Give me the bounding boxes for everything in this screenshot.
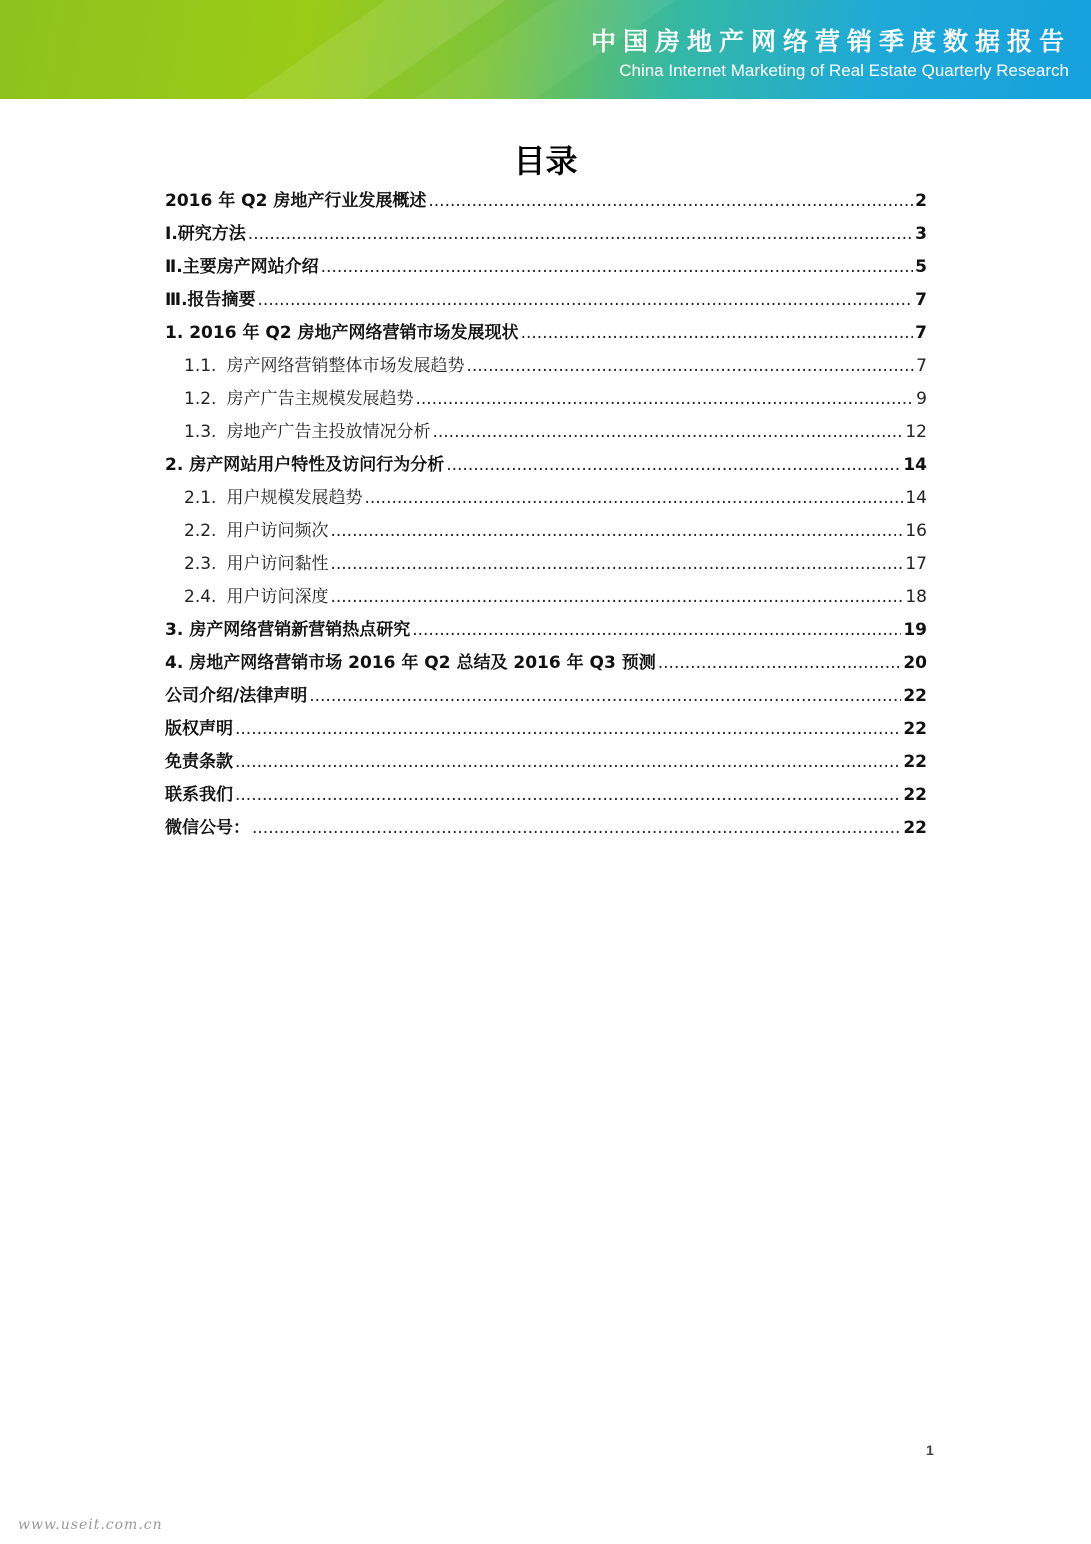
toc-leader-dots [321, 252, 914, 283]
toc-entry[interactable] [165, 714, 927, 747]
toc-entry-page: 22 [903, 752, 927, 772]
toc-entry[interactable] [165, 384, 927, 417]
toc-entry-title: Ⅲ.报告摘要 [165, 290, 256, 310]
table-of-contents [165, 186, 927, 846]
toc-entry-title: Ⅱ.主要房产网站介绍 [165, 257, 319, 277]
toc-entry-title: 用户访问频次 [226, 521, 329, 541]
toc-entry-page: 7 [916, 356, 927, 376]
toc-leader-dots [428, 186, 913, 217]
toc-entry[interactable] [165, 417, 927, 450]
toc-entry-page: 7 [915, 290, 927, 310]
toc-leader-dots [309, 681, 901, 712]
toc-entry[interactable] [165, 615, 927, 648]
toc-entry-title: 房产广告主规模发展趋势 [226, 389, 414, 409]
toc-entry[interactable] [165, 747, 927, 780]
toc-entry[interactable] [165, 483, 927, 516]
banner-title: 中国房地产网络营销季度数据报告 [590, 27, 1071, 56]
banner-subtitle: China Internet Marketing of Real Estate Quarterly Research [619, 61, 1069, 80]
toc-leader-dots [466, 351, 914, 382]
toc-leader-dots [412, 615, 901, 646]
toc-entry-title: 房产网络营销整体市场发展趋势 [226, 356, 465, 376]
toc-entry[interactable] [165, 219, 927, 252]
toc-entry-page: 19 [903, 620, 927, 640]
toc-entry-page: 22 [903, 719, 927, 739]
toc-entry[interactable] [165, 252, 927, 285]
toc-entry-page: 12 [905, 422, 927, 442]
toc-leader-dots [432, 417, 903, 448]
toc-entry-title: 版权声明 [165, 719, 233, 739]
toc-heading: 目录 [513, 142, 578, 180]
toc-entry-page: 5 [915, 257, 927, 277]
toc-entry-title: 联系我们 [165, 785, 233, 805]
toc-entry-number: 2.3. [184, 554, 217, 574]
toc-leader-dots [415, 384, 914, 415]
toc-entry-page: 22 [903, 686, 927, 706]
toc-entry-title: 1. 2016 年 Q2 房地产网络营销市场发展现状 [165, 323, 519, 343]
toc-entry-title: 4. 房地产网络营销市场 2016 年 Q2 总结及 2016 年 Q3 预测 [165, 653, 656, 673]
toc-entry[interactable] [165, 318, 927, 351]
toc-entry-page: 9 [916, 389, 927, 409]
toc-entry[interactable] [165, 780, 927, 813]
toc-entry-title: 公司介绍/法律声明 [165, 686, 308, 706]
toc-entry-number: 1.1. [184, 356, 217, 376]
toc-leader-dots [258, 285, 914, 316]
toc-entry-page: 3 [915, 224, 927, 244]
toc-leader-dots [364, 483, 903, 514]
toc-entry-page: 18 [905, 587, 927, 607]
toc-entry-number: 1.2. [184, 389, 217, 409]
toc-entry-title: 3. 房产网络营销新营销热点研究 [165, 620, 411, 640]
toc-entry-page: 16 [905, 521, 927, 541]
toc-leader-dots [235, 780, 901, 811]
toc-entry[interactable] [165, 681, 927, 714]
toc-entry[interactable] [165, 351, 927, 384]
toc-leader-dots [252, 813, 901, 844]
toc-entry[interactable] [165, 450, 927, 483]
toc-entry-page: 22 [903, 818, 927, 838]
toc-entry-page: 14 [903, 455, 927, 475]
toc-entry-number: 2.4. [184, 587, 217, 607]
toc-entry-title: 用户访问黏性 [226, 554, 329, 574]
toc-entry-page: 17 [905, 554, 927, 574]
toc-leader-dots [235, 747, 901, 778]
toc-entry-page: 22 [903, 785, 927, 805]
toc-entry-page: 7 [915, 323, 927, 343]
toc-leader-dots [330, 516, 903, 547]
toc-leader-dots [248, 219, 913, 250]
toc-entry[interactable] [165, 648, 927, 681]
toc-entry-page: 20 [903, 653, 927, 673]
toc-entry[interactable] [165, 549, 927, 582]
toc-entry-title: Ⅰ.研究方法 [165, 224, 246, 244]
toc-entry-title: 用户规模发展趋势 [226, 488, 363, 508]
toc-entry[interactable] [165, 582, 927, 615]
toc-leader-dots [330, 582, 903, 613]
toc-leader-dots [521, 318, 914, 349]
toc-entry-title: 微信公号： [165, 818, 250, 838]
toc-entry-title: 房地产广告主投放情况分析 [226, 422, 431, 442]
toc-entry[interactable] [165, 516, 927, 549]
toc-entry-title: 2. 房产网站用户特性及访问行为分析 [165, 455, 445, 475]
watermark: www.useit.com.cn [18, 1517, 163, 1533]
toc-entry[interactable] [165, 285, 927, 318]
toc-entry-title: 免责条款 [165, 752, 233, 772]
toc-entry-page: 2 [915, 191, 927, 211]
toc-entry-title: 2016 年 Q2 房地产行业发展概述 [165, 191, 427, 211]
toc-entry[interactable] [165, 813, 927, 846]
toc-leader-dots [446, 450, 901, 481]
page-number: 1 [926, 1442, 934, 1458]
toc-leader-dots [235, 714, 901, 745]
toc-entry-number: 2.2. [184, 521, 217, 541]
toc-entry[interactable] [165, 186, 927, 219]
toc-entry-number: 2.1. [184, 488, 217, 508]
toc-entry-number: 1.3. [184, 422, 217, 442]
toc-entry-title: 用户访问深度 [226, 587, 329, 607]
toc-leader-dots [658, 648, 902, 679]
toc-entry-page: 14 [905, 488, 927, 508]
header-banner [0, 0, 1091, 99]
toc-leader-dots [330, 549, 903, 580]
